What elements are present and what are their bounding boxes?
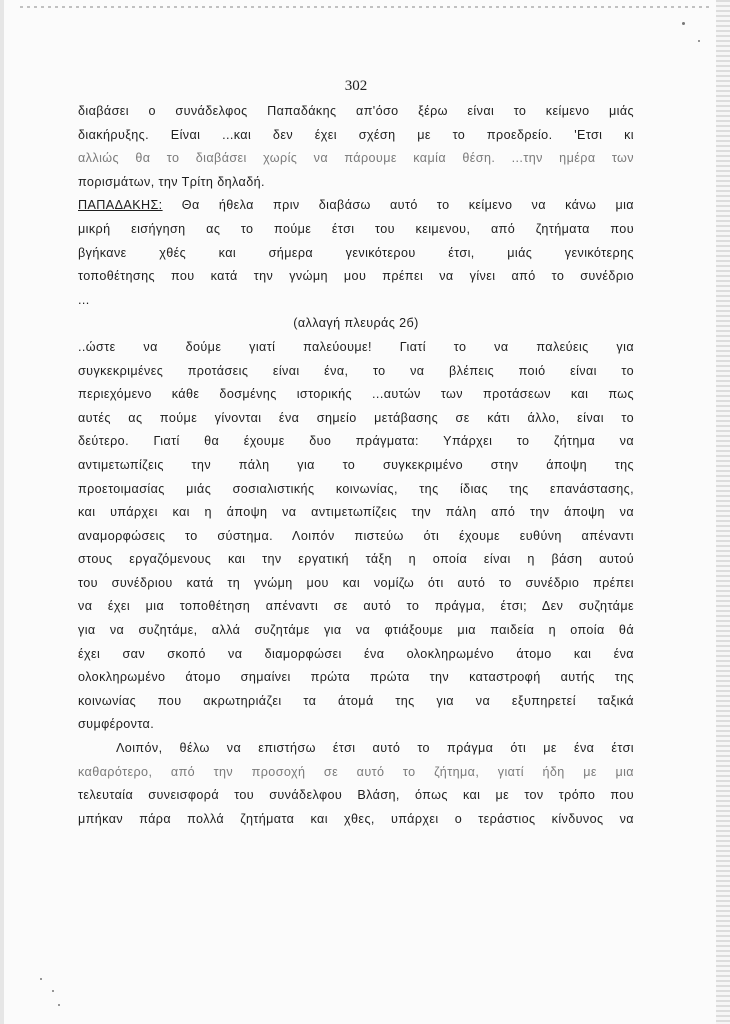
scan-edge-right	[716, 0, 730, 1024]
text-line: τοποθέτησης που κατά την γνώμη μου πρέπει να γίνει από το συνέδριο	[78, 269, 634, 284]
scan-speck	[58, 1004, 60, 1006]
scan-edge-left	[0, 0, 4, 1024]
text-line: ...	[78, 292, 90, 307]
text-line: ολοκληρωμένο άτομο σημαίνει πρώτα πρώτα την καταστροφή αυτής της	[78, 670, 634, 685]
speaker-name: ΠΑΠΑΔΑΚΗΣ:	[78, 198, 163, 213]
scan-speck	[682, 22, 685, 25]
text-line: προετοιμασίας μιάς σοσιαλιστικής κοινωνίας, της ίδιας της επανάστασης,	[78, 481, 634, 496]
text-line: ..ώστε να δούμε γιατί παλεύουμε! Γιατί το να παλεύεις για	[78, 339, 634, 354]
text-line: αντιμετωπίζεις την πάλη για το συγκεκριμένο στην άποψη της	[78, 457, 634, 472]
text-line: συγκεκριμένες προτάσεις είναι ένα, το να βλέπεις ποιό είναι το	[78, 363, 634, 378]
text-line: και υπάρχει και η άποψη να αντιμετωπίζεις την πάλη από την άποψη να	[78, 505, 634, 520]
speaker-line	[78, 194, 634, 218]
speaker-text: Θα ήθελα πριν διαβάσω αυτό το κείμενο να κάνω μια	[181, 198, 634, 213]
text-line: Λοιπόν, θέλω να επιστήσω έτσι αυτό το πράγμα ότι με ένα έτσι	[116, 741, 634, 756]
text-line: πορισμάτων, την Τρίτη δηλαδή.	[78, 174, 265, 189]
text-line: βγήκανε χθές και σήμερα γενικότερου έτσι, μιάς γενικότερης	[78, 245, 634, 260]
side-change-note: (αλλαγή πλευράς 2б)	[293, 316, 419, 331]
scan-speck	[40, 978, 42, 980]
text-line: στους εργαζόμενους και την εργατική τάξη η οποία είναι η βάση αυτού	[78, 552, 634, 567]
transcript-text	[78, 100, 634, 831]
scan-speck	[52, 990, 54, 992]
page-number: 302	[344, 78, 368, 94]
text-line: έχει σαν σκοπό να διαμορφώσει ένα ολοκληρωμένο άτομο και ένα	[78, 646, 634, 661]
text-line: τελευταία συνεισφορά του συνάδελφου Βλάση, όπως και με τον τρόπο που	[78, 788, 634, 803]
text-line: αυτές ας πούμε γίνονται ένα σημείο μετάβασης σε κάτι άλλο, είναι το	[78, 410, 634, 425]
text-line: να έχει μια τοποθέτηση απέναντι σε αυτό το πράγμα, έτσι; Δεν συζητάμε	[78, 599, 634, 614]
scan-speck	[698, 40, 700, 42]
text-line: διαβάσει ο συνάδελφος Παπαδάκης απ'όσο ξέρω είναι το κείμενο μιάς	[78, 104, 634, 118]
text-line: μπήκαν πάρα πολλά ζητήματα και χθες, υπάρχει ο τεράστιος κίνδυνος να	[78, 811, 634, 826]
text-line: περιεχόμενο κάθε δοσμένης ιστορικής ...αυτών των προτάσεων και πως	[78, 387, 634, 402]
text-line: συμφέροντα.	[78, 717, 155, 732]
text-line: του συνέδριου κατά τη γνώμη μου και νομίζω ότι αυτό το συνέδριο πρέπει	[78, 575, 634, 590]
text-line: αλλιώς θα το διαβάσει χωρίς να πάρουμε καμία θέση. ...την ημέρα των	[78, 151, 634, 166]
text-line: μικρή εισήγηση ας το πούμε έτσι του κειμενου, από ζητήματα που	[78, 221, 634, 236]
text-line: δεύτερο. Γιατί θα έχουμε δυο πράγματα: Υπάρχει το ζήτημα να	[78, 434, 634, 449]
scan-edge-top	[20, 6, 710, 8]
text-line: για να συζητάμε, αλλά συζητάμε για να φτιάξουμε μια παιδεία η οποία θά	[78, 623, 634, 638]
text-line: αναμορφώσεις το σύστημα. Λοιπόν πιστεύω ότι έχουμε ευθύνη απέναντι	[78, 528, 634, 543]
text-line: κοινωνίας που ακρωτηριάζει τα άτομά της για να εξυπηρετεί ταξικά	[78, 693, 634, 708]
text-line: καθαρότερο, από την προσοχή σε αυτό το ζήτημα, γιατί ήδη με μια	[78, 764, 634, 779]
text-line: διακήρυξης. Είναι ...και δεν έχει σχέση με το προεδρείο. 'Ετσι κι	[78, 127, 634, 142]
